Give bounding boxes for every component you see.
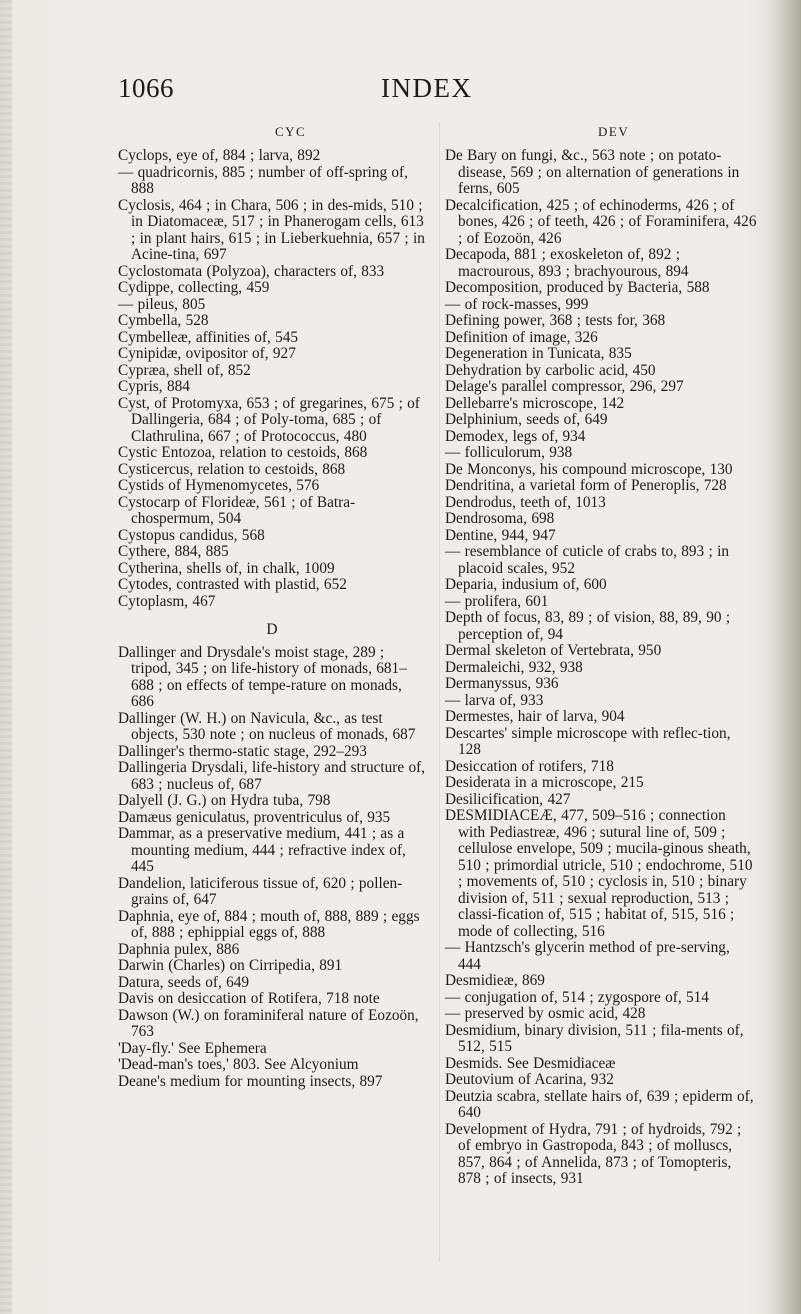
- index-entry: Desmidieæ, 869: [445, 972, 545, 989]
- index-entry: Cyclostomata (Polyzoa), characters of, 833: [118, 262, 385, 280]
- index-entry: Dellebarre's microscope, 142: [445, 394, 625, 412]
- index-entry: Descartes' simple microscope with reflec-tion, 128: [445, 724, 731, 758]
- index-entry: — prolifera, 601: [445, 592, 549, 610]
- index-entry: Definition of image, 326: [445, 328, 598, 346]
- index-entry: Deparia, indusium of, 600: [445, 576, 607, 593]
- index-entry: Desmids. See Desmidiaceæ: [445, 1054, 616, 1072]
- index-entry: Cymbella, 528: [118, 312, 209, 329]
- index-entry: Cyclosis, 464 ; in Chara, 506 ; in des-mids, 510 ; in Diatomaceæ, 517 ; in Phanerogam cells, 613 ; in plant hairs, 615 ; in Lieberkuehnia, 657 ; in Acine-tina, 697: [118, 196, 425, 263]
- page-gutter-shadow: [0, 0, 12, 1314]
- index-entry: Cystic Entozoa, relation to cestoids, 868: [118, 444, 368, 461]
- index-entry: Cyst, of Protomyxa, 653 ; of gregarines, 675 ; of Dallingeria, 684 ; of Poly-toma, 685 ; of Clathrulina, 667 ; of Protococcus, 480: [118, 394, 420, 445]
- index-entry: Cymbelleæ, affinities of, 545: [118, 328, 299, 346]
- page-number: 1066: [118, 73, 174, 103]
- index-entry: Cytoplasm, 467: [118, 592, 216, 610]
- index-entry: Cystopus candidus, 568: [118, 526, 265, 544]
- index-entry: Defining power, 368 ; tests for, 368: [445, 312, 666, 329]
- index-entry: Dallinger (W. H.) on Navicula, &c., as test objects, 530 note ; on nucleus of monads, 687: [118, 709, 416, 743]
- index-entry: Dentine, 944, 947: [445, 526, 556, 544]
- index-entry: Dallinger and Drysdale's moist stage, 289 ; tripod, 345 ; on life-history of monads, 681–688 ; on effects of tempe-rature on monads, 686: [118, 643, 407, 710]
- index-entry: Dallingeria Drysdali, life-history and structure of, 683 ; nucleus of, 687: [118, 759, 426, 793]
- index-entry: Cystids of Hymenomycetes, 576: [118, 477, 320, 494]
- index-entry: Dendrodus, teeth of, 1013: [445, 493, 606, 511]
- index-entry: Demodex, legs of, 934: [445, 427, 586, 445]
- index-entry: Decalcification, 425 ; of echinoderms, 426 ; of bones, 426 ; of teeth, 426 ; of Foraminifera, 426 ; of Eozoön, 426: [445, 196, 757, 247]
- section-letter: D: [266, 621, 278, 638]
- index-entry: — resemblance of cuticle of crabs to, 893 ; in placoid scales, 952: [445, 543, 729, 577]
- index-entry: Dammar, as a preservative medium, 441 ; as a mounting medium, 444 ; refractive index of, 445: [118, 825, 406, 875]
- index-entry: Deane's medium for mounting insects, 897: [118, 1072, 383, 1090]
- index-entry: Darwin (Charles) on Cirripedia, 891: [118, 957, 343, 974]
- index-entry: Cytherina, shells of, in chalk, 1009: [118, 559, 335, 577]
- index-entry: Dendritina, a varietal form of Peneroplis, 728: [445, 477, 727, 494]
- index-entry: Dermestes, hair of larva, 904: [445, 708, 625, 725]
- index-entry: Cyclops, eye of, 884 ; larva, 892: [118, 147, 321, 164]
- index-entry: Cypræa, shell of, 852: [118, 361, 251, 379]
- index-entry: Cydippe, collecting, 459: [118, 279, 270, 296]
- index-entry: Dehydration by carbolic acid, 450: [445, 361, 656, 379]
- index-entry: Depth of focus, 83, 89 ; of vision, 88, 89, 90 ; perception of, 94: [445, 609, 731, 643]
- right-column: [445, 148, 757, 1188]
- index-entry: Development of Hydra, 791 ; of hydroids, 792 ; of embryo in Gastropoda, 843 ; of molluscs, 857, 864 ; of Annelida, 873 ; of Tomopteris, 878 ; of insects, 931: [445, 1120, 742, 1187]
- index-entry: Deutzia scabra, stellate hairs of, 639 ; epiderm of, 640: [445, 1087, 754, 1121]
- left-column-head: CYC: [275, 124, 307, 139]
- right-column-head: DEV: [598, 124, 630, 139]
- index-entry: Dermaleichi, 932, 938: [445, 658, 583, 676]
- index-entry: Cythere, 884, 885: [118, 543, 229, 560]
- index-entry: Decomposition, produced by Bacteria, 588: [445, 279, 710, 296]
- column-divider: [439, 122, 440, 1262]
- index-entry: Delphinium, seeds of, 649: [445, 411, 608, 428]
- index-entry: Damæus geniculatus, proventriculus of, 935: [118, 808, 391, 826]
- index-entry: — quadricornis, 885 ; number of off-spring of, 888: [118, 163, 408, 197]
- index-entry: De Bary on fungi, &c., 563 note ; on potato-disease, 569 ; on alternation of generations in ferns, 605: [445, 147, 740, 197]
- index-entry: DESMIDIACEÆ, 477, 509–516 ; connection with Pediastreæ, 496 ; sutural line of, 509 ; cellulose envelope, 509 ; mucila-ginous sheath, 510 ; primordial utricle, 510 ; endochrome, 510 ; movements of, 510 ; cyclosis in, 510 ; binary division of, 511 ; sexual reproduction, 513 ; classi-fication of, 515 ; habitat of, 515, 516 ; mode of collecting, 516: [445, 807, 753, 940]
- index-entry: 'Day-fly.' See Ephemera: [118, 1039, 267, 1057]
- index-entry: Dalyell (J. G.) on Hydra tuba, 798: [118, 792, 331, 809]
- index-entry: — pileus, 805: [118, 295, 206, 313]
- index-entry: Datura, seeds of, 649: [118, 973, 250, 991]
- right-entries: [445, 148, 757, 1188]
- index-entry: Dawson (W.) on foraminiferal nature of Eozoön, 763: [118, 1006, 419, 1040]
- left-column: [118, 148, 426, 1090]
- index-entry: Daphnia, eye of, 884 ; mouth of, 888, 889 ; eggs of, 888 ; ephippial eggs of, 888: [118, 907, 420, 941]
- index-entry: — larva of, 933: [445, 691, 544, 709]
- index-entry: Cypris, 884: [118, 378, 190, 395]
- index-entry: Desiderata in a microscope, 215: [445, 774, 644, 791]
- index-entry: — folliculorum, 938: [445, 444, 573, 461]
- index-entry: Cynipidæ, ovipositor of, 927: [118, 345, 296, 362]
- left-entries-d: [118, 645, 426, 1091]
- left-entries-c: [118, 148, 426, 610]
- index-entry: Daphnia pulex, 886: [118, 940, 240, 958]
- index-entry: Cysticercus, relation to cestoids, 868: [118, 460, 346, 478]
- index-entry: Dendrosoma, 698: [445, 510, 555, 527]
- page-edge-shadow: [767, 0, 801, 1314]
- index-entry: Desiccation of rotifers, 718: [445, 757, 614, 775]
- index-entry: — conjugation of, 514 ; zygospore of, 514: [445, 988, 709, 1006]
- index-entry: Dandelion, laticiferous tissue of, 620 ; pollen-grains of, 647: [118, 874, 403, 908]
- index-entry: Desilicification, 427: [445, 790, 571, 808]
- index-entry: Desmidium, binary division, 511 ; fila-ments of, 512, 515: [445, 1021, 744, 1055]
- index-entry: Delage's parallel compressor, 296, 297: [445, 378, 684, 395]
- running-title: INDEX: [381, 73, 473, 103]
- index-entry: Deutovium of Acarina, 932: [445, 1071, 614, 1088]
- index-entry: — of rock-masses, 999: [445, 295, 589, 313]
- index-entry: — Hantzsch's glycerin method of pre-serving, 444: [445, 939, 730, 973]
- index-entry: Cystocarp of Florideæ, 561 ; of Batra-chospermum, 504: [118, 493, 356, 527]
- index-entry: 'Dead-man's toes,' 803. See Alcyonium: [118, 1056, 359, 1073]
- index-entry: Dermal skeleton of Vertebrata, 950: [445, 642, 662, 659]
- index-entry: — preserved by osmic acid, 428: [445, 1005, 646, 1022]
- index-entry: De Monconys, his compound microscope, 130: [445, 460, 733, 478]
- index-entry: Dermanyssus, 936: [445, 675, 559, 692]
- index-entry: Davis on desiccation of Rotifera, 718 note: [118, 990, 380, 1007]
- index-entry: Decapoda, 881 ; exoskeleton of, 892 ; macrourous, 893 ; brachyourous, 894: [445, 246, 689, 280]
- index-entry: Cytodes, contrasted with plastid, 652: [118, 576, 347, 593]
- index-entry: Dallinger's thermo-static stage, 292–293: [118, 742, 367, 760]
- index-entry: Degeneration in Tunicata, 835: [445, 345, 632, 362]
